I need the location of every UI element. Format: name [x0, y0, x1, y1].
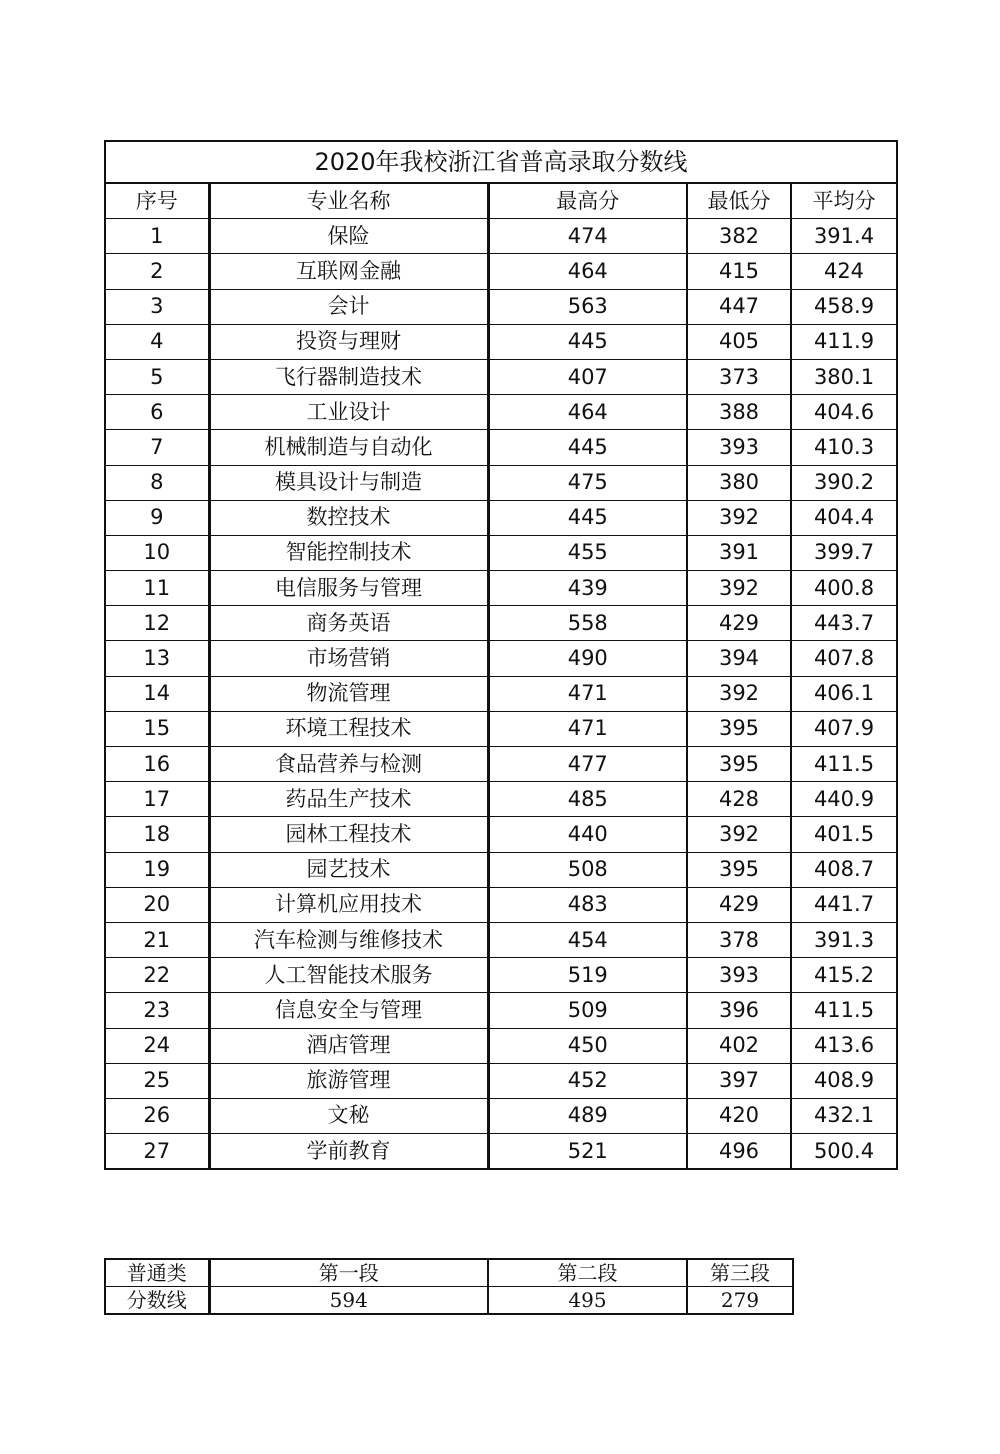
cell-major: 文秘	[209, 1098, 488, 1133]
cell-average: 411.5	[791, 747, 897, 782]
cell-max: 440	[488, 817, 687, 852]
table-row	[105, 747, 897, 782]
cell-min: 392	[687, 817, 791, 852]
table-row	[105, 289, 897, 324]
cell-min: 393	[687, 958, 791, 993]
cell-average: 432.1	[791, 1098, 897, 1133]
cell-index: 2	[105, 254, 209, 289]
cell-max: 509	[488, 993, 687, 1028]
cell-min: 382	[687, 219, 791, 254]
cell-min: 396	[687, 993, 791, 1028]
table-row	[105, 535, 897, 570]
cutoff-tier-2-value: 495	[488, 1287, 687, 1315]
header-index: 序号	[105, 183, 209, 219]
cell-min: 405	[687, 324, 791, 359]
cell-max: 521	[488, 1134, 687, 1170]
cell-index: 15	[105, 711, 209, 746]
cell-major: 智能控制技术	[209, 535, 488, 570]
table-row	[105, 254, 897, 289]
cell-major: 投资与理财	[209, 324, 488, 359]
table-row	[105, 676, 897, 711]
table-row	[105, 571, 897, 606]
cell-major: 环境工程技术	[209, 711, 488, 746]
table-row	[105, 958, 897, 993]
cell-average: 390.2	[791, 465, 897, 500]
header-max: 最高分	[488, 183, 687, 219]
cell-average: 404.6	[791, 395, 897, 430]
cell-min: 378	[687, 922, 791, 957]
cutoff-tier-1-label: 第一段	[209, 1259, 488, 1287]
table-header-row	[105, 183, 897, 219]
cell-average: 408.7	[791, 852, 897, 887]
cell-max: 471	[488, 711, 687, 746]
table-row	[105, 606, 897, 641]
cell-min: 391	[687, 535, 791, 570]
table-row	[105, 500, 897, 535]
cell-index: 5	[105, 359, 209, 394]
cell-major: 飞行器制造技术	[209, 359, 488, 394]
cell-average: 443.7	[791, 606, 897, 641]
cell-min: 402	[687, 1028, 791, 1063]
cell-max: 464	[488, 254, 687, 289]
header-min: 最低分	[687, 183, 791, 219]
cell-index: 1	[105, 219, 209, 254]
cell-max: 407	[488, 359, 687, 394]
cell-max: 563	[488, 289, 687, 324]
cell-max: 474	[488, 219, 687, 254]
table-row	[105, 395, 897, 430]
table-row	[105, 430, 897, 465]
cell-max: 445	[488, 430, 687, 465]
cell-index: 21	[105, 922, 209, 957]
table-row	[105, 782, 897, 817]
table-row	[105, 1028, 897, 1063]
cell-average: 391.3	[791, 922, 897, 957]
cell-major: 保险	[209, 219, 488, 254]
cell-index: 16	[105, 747, 209, 782]
cell-index: 20	[105, 887, 209, 922]
cell-average: 441.7	[791, 887, 897, 922]
table-row	[105, 465, 897, 500]
table-title-row	[105, 141, 897, 183]
cell-average: 415.2	[791, 958, 897, 993]
cell-major: 商务英语	[209, 606, 488, 641]
cell-average: 380.1	[791, 359, 897, 394]
cell-min: 395	[687, 852, 791, 887]
cell-min: 428	[687, 782, 791, 817]
cell-max: 475	[488, 465, 687, 500]
cell-average: 408.9	[791, 1063, 897, 1098]
cell-max: 489	[488, 1098, 687, 1133]
cutoff-row-label: 分数线	[105, 1287, 209, 1315]
cell-min: 496	[687, 1134, 791, 1170]
cell-index: 12	[105, 606, 209, 641]
admission-score-table	[104, 140, 898, 1170]
cell-major: 汽车检测与维修技术	[209, 922, 488, 957]
cell-average: 500.4	[791, 1134, 897, 1170]
cell-major: 食品营养与检测	[209, 747, 488, 782]
cell-max: 483	[488, 887, 687, 922]
cell-max: 439	[488, 571, 687, 606]
cell-index: 22	[105, 958, 209, 993]
cell-index: 19	[105, 852, 209, 887]
table-row	[105, 324, 897, 359]
cell-max: 452	[488, 1063, 687, 1098]
cell-index: 26	[105, 1098, 209, 1133]
cell-min: 395	[687, 711, 791, 746]
cell-max: 445	[488, 324, 687, 359]
cell-index: 23	[105, 993, 209, 1028]
cell-min: 373	[687, 359, 791, 394]
cell-min: 397	[687, 1063, 791, 1098]
table-row	[105, 852, 897, 887]
table-row	[105, 359, 897, 394]
cell-average: 399.7	[791, 535, 897, 570]
cell-max: 464	[488, 395, 687, 430]
header-major: 专业名称	[209, 183, 488, 219]
cell-index: 9	[105, 500, 209, 535]
cell-major: 旅游管理	[209, 1063, 488, 1098]
cell-index: 6	[105, 395, 209, 430]
cell-max: 445	[488, 500, 687, 535]
cutoff-header-row	[105, 1259, 793, 1287]
cell-min: 392	[687, 676, 791, 711]
cell-max: 508	[488, 852, 687, 887]
cell-major: 数控技术	[209, 500, 488, 535]
cell-major: 酒店管理	[209, 1028, 488, 1063]
cell-average: 411.9	[791, 324, 897, 359]
cell-min: 392	[687, 500, 791, 535]
cutoff-tier-2-label: 第二段	[488, 1259, 687, 1287]
table-row	[105, 993, 897, 1028]
cell-average: 391.4	[791, 219, 897, 254]
cutoff-tier-1-value: 594	[209, 1287, 488, 1315]
table-row	[105, 711, 897, 746]
cell-max: 519	[488, 958, 687, 993]
cell-index: 3	[105, 289, 209, 324]
cell-index: 13	[105, 641, 209, 676]
table-row	[105, 219, 897, 254]
cell-average: 411.5	[791, 993, 897, 1028]
cell-average: 440.9	[791, 782, 897, 817]
table-row	[105, 641, 897, 676]
cell-average: 407.9	[791, 711, 897, 746]
cell-average: 458.9	[791, 289, 897, 324]
cell-major: 模具设计与制造	[209, 465, 488, 500]
cutoff-score-table	[104, 1258, 794, 1315]
cell-major: 会计	[209, 289, 488, 324]
cell-min: 415	[687, 254, 791, 289]
cell-major: 市场营销	[209, 641, 488, 676]
cell-index: 27	[105, 1134, 209, 1170]
cell-max: 558	[488, 606, 687, 641]
cell-major: 信息安全与管理	[209, 993, 488, 1028]
cutoff-value-row	[105, 1287, 793, 1315]
table-row	[105, 1134, 897, 1170]
cell-max: 454	[488, 922, 687, 957]
cutoff-tier-3-label: 第三段	[687, 1259, 793, 1287]
cell-min: 447	[687, 289, 791, 324]
cell-min: 429	[687, 606, 791, 641]
cell-major: 学前教育	[209, 1134, 488, 1170]
cell-max: 455	[488, 535, 687, 570]
cell-average: 404.4	[791, 500, 897, 535]
cell-min: 388	[687, 395, 791, 430]
cell-major: 工业设计	[209, 395, 488, 430]
cell-average: 424	[791, 254, 897, 289]
cell-major: 电信服务与管理	[209, 571, 488, 606]
cell-index: 17	[105, 782, 209, 817]
cell-index: 24	[105, 1028, 209, 1063]
cell-max: 485	[488, 782, 687, 817]
table-row	[105, 817, 897, 852]
cell-major: 互联网金融	[209, 254, 488, 289]
table-row	[105, 887, 897, 922]
cell-min: 395	[687, 747, 791, 782]
cell-average: 410.3	[791, 430, 897, 465]
cell-index: 4	[105, 324, 209, 359]
cell-index: 8	[105, 465, 209, 500]
cell-index: 25	[105, 1063, 209, 1098]
cell-min: 420	[687, 1098, 791, 1133]
cell-min: 392	[687, 571, 791, 606]
cell-major: 药品生产技术	[209, 782, 488, 817]
header-average: 平均分	[791, 183, 897, 219]
cell-major: 计算机应用技术	[209, 887, 488, 922]
cell-min: 393	[687, 430, 791, 465]
cell-average: 401.5	[791, 817, 897, 852]
cell-major: 园林工程技术	[209, 817, 488, 852]
table-title: 2020年我校浙江省普高录取分数线	[105, 141, 897, 183]
cell-index: 7	[105, 430, 209, 465]
cell-major: 物流管理	[209, 676, 488, 711]
cell-max: 490	[488, 641, 687, 676]
cell-average: 406.1	[791, 676, 897, 711]
cell-index: 18	[105, 817, 209, 852]
cell-min: 380	[687, 465, 791, 500]
cell-major: 机械制造与自动化	[209, 430, 488, 465]
cell-max: 471	[488, 676, 687, 711]
cell-major: 园艺技术	[209, 852, 488, 887]
cell-major: 人工智能技术服务	[209, 958, 488, 993]
cell-max: 477	[488, 747, 687, 782]
cell-average: 413.6	[791, 1028, 897, 1063]
cell-index: 14	[105, 676, 209, 711]
table-row	[105, 1098, 897, 1133]
cell-index: 11	[105, 571, 209, 606]
cell-average: 400.8	[791, 571, 897, 606]
cell-max: 450	[488, 1028, 687, 1063]
cell-index: 10	[105, 535, 209, 570]
table-row	[105, 1063, 897, 1098]
table-row	[105, 922, 897, 957]
cutoff-tier-3-value: 279	[687, 1287, 793, 1315]
cell-min: 394	[687, 641, 791, 676]
cutoff-category: 普通类	[105, 1259, 209, 1287]
cell-average: 407.8	[791, 641, 897, 676]
cell-min: 429	[687, 887, 791, 922]
